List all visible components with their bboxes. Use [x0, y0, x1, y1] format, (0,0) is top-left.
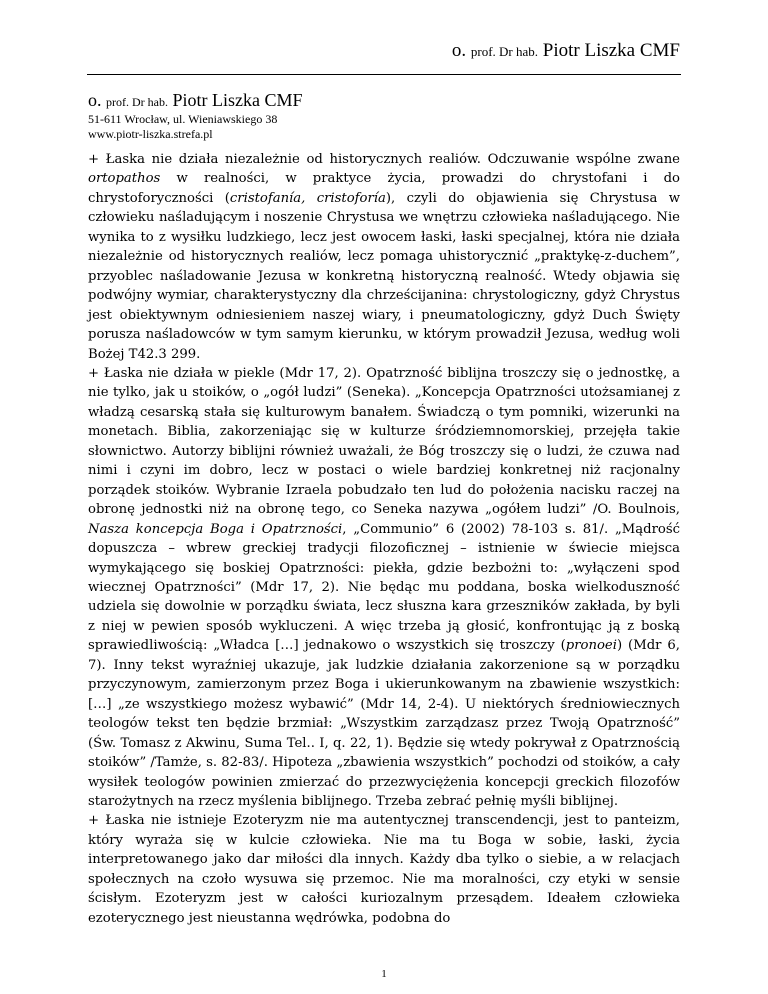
- author-website: www.piotr-liszka.strefa.pl: [88, 126, 213, 141]
- p1-italic-b: ortopathos: [88, 171, 161, 187]
- p1-text-c: w realności, w praktyce życia, prowadzi do chrystofani i do chrystoforyczności (: [88, 171, 680, 206]
- header-name: Piotr Liszka CMF: [542, 40, 680, 61]
- page-number: 1: [381, 968, 387, 980]
- p1-text-a: + Łaska nie działa niezależnie od historycznych realiów. Odczuwanie wspólne zwane: [88, 152, 680, 167]
- author-block: [88, 90, 303, 142]
- author-o: o.: [88, 90, 102, 110]
- running-header: [452, 40, 680, 62]
- author-name-line: [88, 90, 303, 112]
- p3-text-a: + Łaska nie istnieje Ezoteryzm nie ma autentycznej transcendencji, jest to panteizm, który wyraża się w kulcie człowieka. Nie ma tu Boga w sobie, łaski, życia interpretowanego jako dar miłości dla innych. Każdy dba tylko o siebie, a w relacjach społecznych na czoło wysuwa się przemoc. Nie ma moralności, czy etyki w sensie ścisłym. Ezoteryzm jest w całości kuriozalnym przesądem. Ideałem człowieka ezoterycznego jest nieustanna wędrówka, podobna do: [88, 813, 680, 926]
- p2-text-c: , „Communio” 6 (2002) 78-103 s. 81/. „Mądrość dopuszcza – wbrew greckiej tradycji filozoficznej – istnienie w świecie miejsca wymykającego się boskiej Opatrzności: piekła, gdzie bezbożni to: „wyłączeni spod wiecznej Opatrzności” (Mdr 17, 2). Nie będąc mu poddana, boska wielkoduszność udziela się dowolnie w porządku świata, lecz słuszna kara grzeszników zakłada, by byli z niej w pewien sposób wykluczeni. A więc trzeba ją głosić, konfrontując ją z boską sprawiedliwością: „Władca […] jednakowo o wszystkich się troszczy (: [88, 521, 680, 654]
- p2-italic-d: pronoei: [565, 638, 617, 654]
- p1-italic-d: cristofanía, cristoforía: [229, 190, 386, 206]
- paragraph-2: [88, 364, 680, 811]
- header-title: prof. Dr hab.: [470, 44, 539, 59]
- author-title: prof. Dr hab.: [106, 95, 168, 109]
- header-o: o.: [451, 40, 467, 61]
- p2-text-a: + Łaska nie działa w piekle (Mdr 17, 2). Opatrzność biblijna troszczy się o jednostkę, a nie tylko, jak u stoików, o „ogół ludzi” (Seneka). „Koncepcja Opatrzności utożsamianej z władzą cesarską stała się kulturowym banałem. Świadczą o tym pomniki, wizerunki na monetach. Biblia, zakorzeniając się w kulturze śródziemnomorskiej, przejęła takie słownictwo. Autorzy biblijni również uważali, że Bóg troszczy się o ludzi, że czuwa nad nimi i czyni im dobro, lecz w postaci o wiele bardziej konkretnej niż racjonalny porządek stoików. Wybranie Izraela pobudzało ten lud do położenia nacisku raczej na obronę jednostki niż na obronę tego, co Seneka nazywa „ogółem ludzi” /O. Boulnois,: [88, 365, 680, 518]
- p1-text-e: ), czyli do objawienia się Chrystusa w człowieku naśladującym i noszenie Chrystusa we wnętrzu człowieka naśladującego. Nie wynika to z wysiłku ludzkiego, lecz jest owocem łaski, łaski specjalnej, która nie działa niezależnie od historycznych realiów, lecz pomaga uhistorycznić „praktykę-z-duchem”, przyoblec naśladowanie Jezusa w konkretną historyczną realność. Wtedy objawia się podwójny wymiar, charakterystyczny dla chrześcijanina: chrystologiczny, gdyż Chrystus jest obiektywnym odniesieniem naszej wiary, i pneumatologiczny, gdyż Duch Święty porusza naśladowców w tym samym kierunku, w którym prowadził Jezusa, według woli Bożej T42.3 299.: [88, 190, 681, 362]
- body-text: [88, 150, 680, 928]
- paragraph-1: [88, 150, 680, 364]
- header-rule: [87, 74, 681, 75]
- author-name: Piotr Liszka CMF: [172, 90, 303, 110]
- p2-text-e: ) (Mdr 6, 7). Inny tekst wyraźniej ukazuje, jak ludzkie działania zakorzenione są w porządku przyczynowym, zamierzonym przez Boga i ukierunkowanym na zbawienie wszystkich: […] „ze wszystkiego możesz wybawić” (Mdr 14, 2-4). U niektórych średniowiecznych teologów tekst ten będzie brzmiał: „Wszystkim zarządzasz przez Twoją Opatrzność” (Św. Tomasz z Akwinu, Suma Tel.. I, q. 22, 1). Będzie się wtedy pokrywał z Opatrznością stoików” /Tamże, s. 82-83/. Hipoteza „zbawienia wszystkich” pochodzi od stoików, a cały wysiłek teologów powinien zmierzać do przezwyciężenia koncepcji greckich filozofów starożytnych na rzecz myślenia biblijnego. Trzeba zebrać pełnię myśli biblijnej.: [88, 638, 680, 809]
- author-address: 51-611 Wrocław, ul. Wieniawskiego 38: [88, 111, 278, 126]
- p2-italic-b: Nasza koncepcja Boga i Opatrzności: [88, 521, 343, 537]
- paragraph-3: [88, 811, 680, 928]
